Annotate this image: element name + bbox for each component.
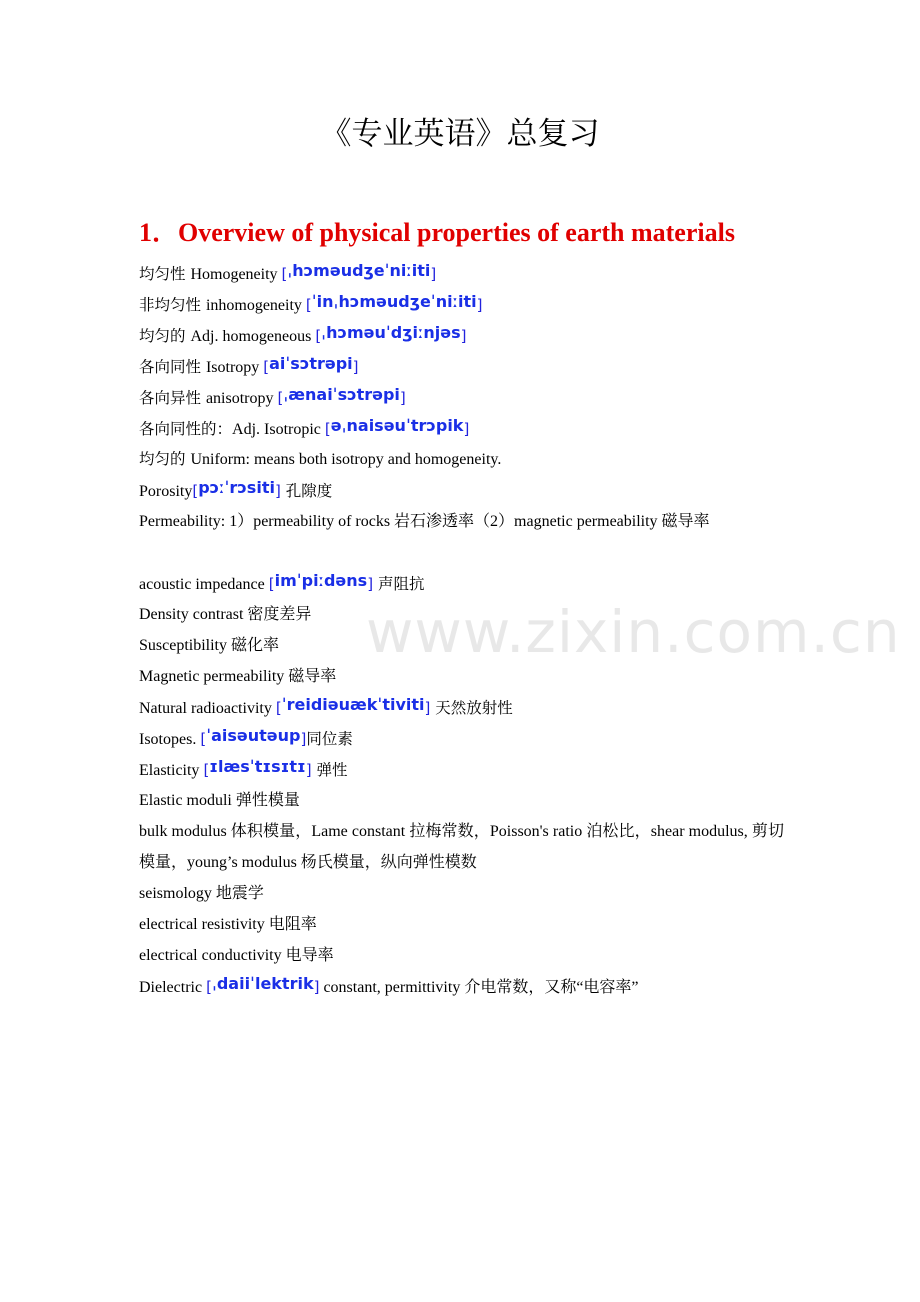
phonetic: ˈaisəutəup: [206, 726, 301, 745]
entry-elasticity: Elasticity [ɪlæsˈtɪsɪtɪ] 弹性: [139, 757, 348, 779]
phonetic: pɔːˈrɔsiti: [198, 478, 275, 497]
entry-uniform: 均匀的 Uniform: means both isotropy and homogeneity.: [139, 450, 502, 468]
phonetic: ˌhɔməuˈdʒiːnjəs: [321, 323, 461, 342]
phonetic: ˈinˌhɔməudʒeˈniːiti: [311, 292, 477, 311]
entry-density-contrast: Density contrast 密度差异: [139, 606, 312, 623]
phonetic: əˌnaisəuˈtrɔpik: [330, 416, 464, 435]
entry-isotropy: 各向同性 Isotropy [aiˈsɔtrəpi]: [139, 354, 359, 376]
entry-natural-radioactivity: Natural radioactivity [ˈreidiəuækˈtiviti] 天然放射性: [139, 695, 513, 717]
phonetic: aiˈsɔtrəpi: [269, 354, 353, 373]
entry-homogeneity: 均匀性 Homogeneity [ˌhɔməudʒeˈniːiti]: [139, 261, 437, 283]
entry-porosity: Porosity[pɔːˈrɔsiti] 孔隙度: [139, 478, 333, 500]
page-title: 《专业英语》总复习: [320, 116, 600, 152]
entry-permeability: Permeability: 1）permeability of rocks 岩石渗透率（2）magnetic permeability 磁导率: [139, 513, 710, 530]
entry-homogeneous: 均匀的 Adj. homogeneous [ˌhɔməuˈdʒiːnjəs]: [139, 323, 467, 345]
phonetic: ɪlæsˈtɪsɪtɪ: [209, 757, 306, 776]
section-heading: 1．Overview of physical properties of earth materials: [139, 218, 735, 247]
entry-inhomogeneity: 非均匀性 inhomogeneity [ˈinˌhɔməudʒeˈniːiti]: [139, 292, 483, 314]
entry-dielectric: Dielectric [ˌdaiiˈlektrik] constant, permittivity 介电常数，又称“电容率”: [139, 974, 639, 996]
entry-electrical-resistivity: electrical resistivity 电阻率: [139, 916, 317, 933]
phonetic: ˈreidiəuækˈtiviti: [281, 695, 425, 714]
entry-isotropic: 各向同性的：Adj. Isotropic [əˌnaisəuˈtrɔpik]: [139, 416, 470, 438]
entry-anisotropy: 各向异性 anisotropy [ˌænaiˈsɔtrəpi]: [139, 385, 406, 407]
phonetic: ˌhɔməudʒeˈniːiti: [287, 261, 431, 280]
entry-acoustic-impedance: acoustic impedance [imˈpiːdəns] 声阻抗: [139, 571, 425, 593]
entry-isotopes: Isotopes. [ˈaisəutəup]同位素: [139, 726, 353, 748]
entry-susceptibility: Susceptibility 磁化率: [139, 637, 280, 654]
entry-seismology: seismology 地震学: [139, 885, 264, 902]
entry-electrical-conductivity: electrical conductivity 电导率: [139, 947, 334, 964]
phonetic: imˈpiːdəns: [274, 571, 368, 590]
watermark: www.zixin.com.cn: [366, 598, 901, 666]
phonetic: ˌænaiˈsɔtrəpi: [283, 385, 400, 404]
entry-magnetic-permeability: Magnetic permeability 磁导率: [139, 668, 337, 685]
phonetic: ˌdaiiˈlektrik: [211, 974, 314, 993]
entry-elastic-moduli: Elastic moduli 弹性模量: [139, 792, 300, 809]
entry-moduli-list: bulk modulus 体积模量，Lame constant 拉梅常数，Poisson's ratio 泊松比，shear modulus, 剪切模量，young’s modulus 杨氏模量，纵向弹性模数: [139, 823, 784, 871]
